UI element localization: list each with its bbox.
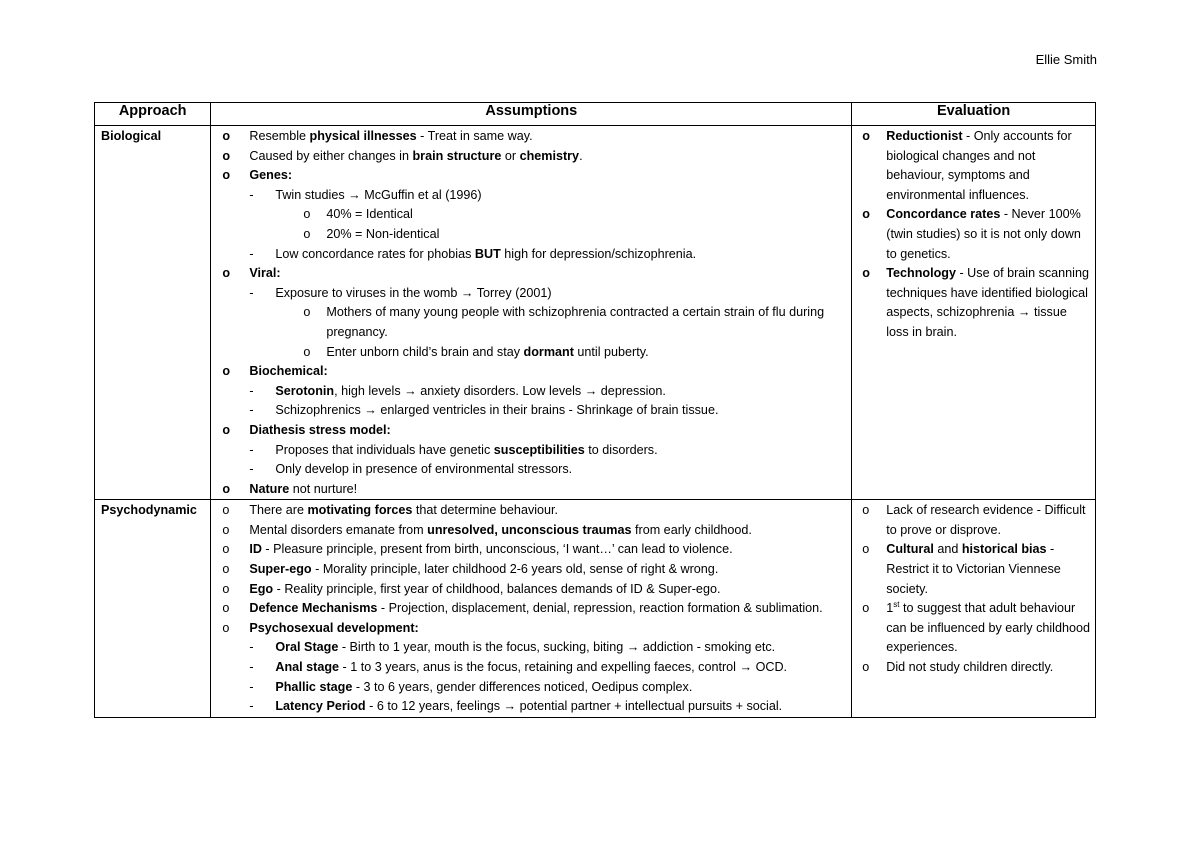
list-item: o ID - Pleasure principle, present from birth, unconscious, ‘I want…’ can lead to violence. xyxy=(222,542,733,557)
list-item: o Enter unborn child’s brain and stay dormant until puberty. xyxy=(303,344,649,359)
list-item: o Mothers of many young people with schizophrenia contracted a certain strain of flu during pregnancy. xyxy=(303,305,825,339)
header-evaluation: Evaluation xyxy=(852,103,1096,126)
header-assumptions: Assumptions xyxy=(211,103,852,126)
list-item: o Mental disorders emanate from unresolved, unconscious traumas from early childhood. xyxy=(222,522,752,537)
list-item: o Biochemical: xyxy=(222,364,328,379)
list-item: o There are motivating forces that determine behaviour. xyxy=(222,503,559,518)
list-item: o Genes: xyxy=(222,168,293,183)
list-item: o Reductionist - Only accounts for biological changes and not behaviour, symptoms and environmental influences. xyxy=(862,129,1072,202)
list-item: o Resemble physical illnesses - Treat in same way. xyxy=(222,129,533,143)
list-item: o Diathesis stress model: xyxy=(222,422,391,437)
list-item: o Viral: xyxy=(222,266,281,281)
list-item: o Technology - Use of brain scanning techniques have identified biological aspects, schizophrenia → tissue loss in brain. xyxy=(862,266,1089,339)
assumptions-cell xyxy=(211,126,852,500)
list-item: - Only develop in presence of environmental stressors. xyxy=(249,462,573,477)
list-item: o Lack of research evidence - Difficult to prove or disprove. xyxy=(862,503,1086,537)
list-item: o 40% = Identical xyxy=(303,207,413,222)
list-item: o Caused by either changes in brain structure or chemistry. xyxy=(222,148,583,163)
table-row-biological xyxy=(95,126,1096,500)
list-item: o Ego - Reality principle, first year of childhood, balances demands of ID & Super-ego. xyxy=(222,581,721,596)
table-row-psychodynamic xyxy=(95,500,1096,718)
list-item: - Anal stage - 1 to 3 years, anus is the focus, retaining and expelling faeces, control → OCD. xyxy=(249,660,788,675)
list-item: - Twin studies → McGuffin et al (1996) xyxy=(249,187,482,202)
assumptions-cell xyxy=(211,500,852,718)
list-item: - Serotonin, high levels → anxiety disorders. Low levels → depression. xyxy=(249,383,666,398)
list-item: o Concordance rates - Never 100% (twin studies) so it is not only down to genetics. xyxy=(862,207,1081,261)
list-item: o Super-ego - Morality principle, later childhood 2-6 years old, sense of right & wrong. xyxy=(222,562,719,577)
list-item: o Defence Mechanisms - Projection, displacement, denial, repression, reaction formation & sublimation. xyxy=(222,601,823,616)
approach-label: Biological xyxy=(101,129,162,143)
approach-cell xyxy=(95,500,211,718)
list-item: - Phallic stage - 3 to 6 years, gender differences noticed, Oedipus complex. xyxy=(249,679,693,694)
header-approach: Approach xyxy=(95,103,211,126)
list-item: o Psychosexual development: xyxy=(222,620,419,635)
list-item: - Low concordance rates for phobias BUT high for depression/schizophrenia. xyxy=(249,246,697,261)
list-item: o 20% = Non-identical xyxy=(303,226,440,241)
list-item: - Schizophrenics → enlarged ventricles in their brains - Shrinkage of brain tissue. xyxy=(249,403,719,418)
approach-label: Psychodynamic xyxy=(101,503,197,518)
list-item: o 1st to suggest that adult behaviour can be influenced by early childhood experiences. xyxy=(862,600,1090,655)
list-item: o Did not study children directly. xyxy=(862,660,1054,675)
list-item: - Latency Period - 6 to 12 years, feelings → potential partner + intellectual pursuits + social. xyxy=(249,699,783,714)
evaluation-cell xyxy=(852,126,1096,500)
list-item: o Cultural and historical bias - Restrict it to Victorian Viennese society. xyxy=(862,542,1061,596)
evaluation-cell xyxy=(852,500,1096,718)
approaches-table xyxy=(94,102,1096,718)
approach-cell xyxy=(95,126,211,500)
list-item: - Exposure to viruses in the womb → Torrey (2001) xyxy=(249,285,552,300)
list-item: - Oral Stage - Birth to 1 year, mouth is the focus, sucking, biting → addiction - smoking etc. xyxy=(249,640,776,655)
table-header-row xyxy=(95,103,1096,126)
list-item: o Nature not nurture! xyxy=(222,481,358,496)
author-name: Ellie Smith xyxy=(1035,52,1097,67)
list-item: - Proposes that individuals have genetic susceptibilities to disorders. xyxy=(249,442,658,457)
